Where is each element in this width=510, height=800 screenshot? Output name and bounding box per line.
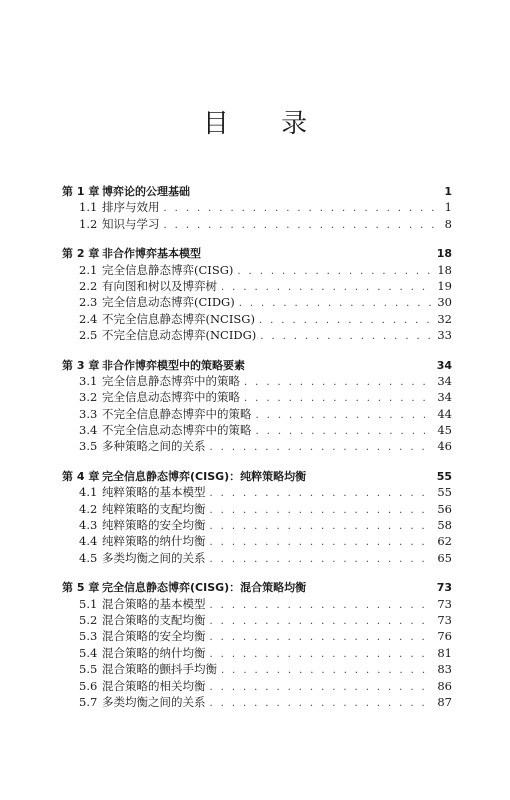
section-page: 83 bbox=[437, 662, 452, 677]
section-title: 有向图和树以及博弈树 bbox=[102, 278, 217, 293]
section-number: 5.1 bbox=[79, 596, 98, 611]
chapter-number: 第 5 章 bbox=[62, 581, 100, 595]
section-title: 完全信息静态博弈中的策略 bbox=[102, 373, 240, 388]
section-title: 混合策略的纳什均衡 bbox=[102, 645, 206, 660]
section-title: 多类均衡之间的关系 bbox=[102, 550, 206, 565]
section-page: 58 bbox=[437, 518, 452, 533]
section-number: 5.6 bbox=[79, 678, 98, 693]
section-title: 知识与学习 bbox=[102, 216, 160, 231]
chapter-title: 完全信息静态博弈(CISG)：混合策略均衡 bbox=[102, 581, 307, 595]
chapter-number: 第 4 章 bbox=[62, 469, 100, 483]
toc-entry[interactable] bbox=[62, 278, 452, 294]
dot-leader bbox=[210, 600, 434, 611]
chapter-4 bbox=[62, 468, 452, 566]
toc-entry[interactable] bbox=[62, 216, 452, 232]
dot-leader bbox=[256, 410, 434, 421]
dot-leader bbox=[210, 698, 434, 709]
toc-entry[interactable] bbox=[62, 661, 452, 677]
chapter-number: 第 2 章 bbox=[62, 247, 100, 261]
dot-leader bbox=[210, 442, 434, 453]
dot-leader bbox=[221, 665, 433, 676]
section-title: 排序与效用 bbox=[102, 200, 160, 215]
section-page: 18 bbox=[437, 262, 452, 277]
toc-entry[interactable] bbox=[62, 199, 452, 215]
section-page: 62 bbox=[437, 534, 452, 549]
section-title: 混合策略的相关均衡 bbox=[102, 678, 206, 693]
toc-entry[interactable] bbox=[62, 678, 452, 694]
section-title: 混合策略的基本模型 bbox=[102, 596, 206, 611]
chapter-heading[interactable] bbox=[62, 183, 452, 199]
toc-entry[interactable] bbox=[62, 438, 452, 454]
chapter-page: 73 bbox=[436, 581, 452, 595]
section-title: 纯粹策略的纳什均衡 bbox=[102, 534, 206, 549]
toc-entry[interactable] bbox=[62, 294, 452, 310]
chapter-page: 55 bbox=[436, 469, 452, 483]
section-title: 不完全信息动态博弈中的策略 bbox=[102, 423, 252, 438]
section-number: 4.4 bbox=[79, 534, 98, 549]
section-number: 4.3 bbox=[79, 518, 98, 533]
dot-leader bbox=[210, 537, 434, 548]
chapter-heading[interactable] bbox=[62, 468, 452, 484]
section-page: 86 bbox=[437, 678, 452, 693]
section-page: 55 bbox=[437, 485, 452, 500]
dot-leader bbox=[164, 203, 435, 214]
dot-leader bbox=[210, 505, 434, 516]
section-title: 完全信息静态博弈(CISG) bbox=[102, 262, 234, 277]
section-title: 纯粹策略的安全均衡 bbox=[102, 518, 206, 533]
section-title: 多类均衡之间的关系 bbox=[102, 694, 206, 709]
chapter-heading[interactable] bbox=[62, 245, 452, 261]
chapter-page: 1 bbox=[444, 185, 452, 198]
section-page: 8 bbox=[444, 216, 452, 231]
section-number: 5.7 bbox=[79, 694, 98, 709]
toc-entry[interactable] bbox=[62, 645, 452, 661]
chapter-number: 第 1 章 bbox=[62, 185, 100, 198]
section-number: 5.4 bbox=[79, 645, 98, 660]
section-title: 混合策略的安全均衡 bbox=[102, 629, 206, 644]
section-number: 3.1 bbox=[79, 373, 98, 388]
section-number: 4.2 bbox=[79, 501, 98, 516]
chapter-title: 非合作博弈基本模型 bbox=[102, 247, 201, 261]
section-number: 2.1 bbox=[79, 262, 98, 277]
section-page: 76 bbox=[437, 629, 452, 644]
dot-leader bbox=[260, 331, 433, 342]
section-page: 73 bbox=[437, 612, 452, 627]
dot-leader bbox=[256, 426, 434, 437]
toc-entry[interactable] bbox=[62, 373, 452, 389]
toc-entry[interactable] bbox=[62, 422, 452, 438]
dot-leader bbox=[210, 649, 434, 660]
dot-leader bbox=[210, 554, 434, 565]
chapter-2 bbox=[62, 245, 452, 343]
section-title: 纯粹策略的基本模型 bbox=[102, 485, 206, 500]
section-number: 2.5 bbox=[79, 328, 98, 343]
chapter-heading[interactable] bbox=[62, 357, 452, 373]
toc-entry[interactable] bbox=[62, 501, 452, 517]
section-number: 4.1 bbox=[79, 485, 98, 500]
section-number: 3.4 bbox=[79, 423, 98, 438]
toc-entry[interactable] bbox=[62, 484, 452, 500]
table-of-contents bbox=[62, 183, 452, 723]
section-number: 2.4 bbox=[79, 311, 98, 326]
toc-entry[interactable] bbox=[62, 596, 452, 612]
toc-entry[interactable] bbox=[62, 533, 452, 549]
chapter-title: 完全信息静态博弈(CISG)：纯粹策略均衡 bbox=[102, 469, 307, 483]
toc-entry[interactable] bbox=[62, 389, 452, 405]
section-number: 5.5 bbox=[79, 662, 98, 677]
toc-entry[interactable] bbox=[62, 517, 452, 533]
dot-leader bbox=[210, 521, 434, 532]
section-number: 2.2 bbox=[79, 278, 98, 293]
dot-leader bbox=[259, 315, 433, 326]
section-number: 1.2 bbox=[79, 216, 98, 231]
chapter-3 bbox=[62, 357, 452, 455]
toc-entry[interactable] bbox=[62, 694, 452, 710]
section-page: 87 bbox=[437, 694, 452, 709]
page-title: 目 录 bbox=[202, 109, 330, 139]
chapter-page: 18 bbox=[436, 247, 452, 261]
section-number: 2.3 bbox=[79, 295, 98, 310]
dot-leader bbox=[164, 220, 435, 231]
section-page: 1 bbox=[444, 200, 452, 215]
toc-entry[interactable] bbox=[62, 327, 452, 343]
section-page: 46 bbox=[437, 439, 452, 454]
section-title: 不完全信息静态博弈(NCISG) bbox=[102, 311, 255, 326]
section-number: 1.1 bbox=[79, 200, 98, 215]
section-page: 34 bbox=[437, 373, 452, 388]
chapter-5 bbox=[62, 579, 452, 710]
dot-leader bbox=[221, 282, 433, 293]
dot-leader bbox=[210, 488, 434, 499]
section-page: 30 bbox=[437, 295, 452, 310]
toc-entry[interactable] bbox=[62, 311, 452, 327]
chapter-1 bbox=[62, 183, 452, 232]
section-title: 不完全信息静态博弈中的策略 bbox=[102, 406, 252, 421]
dot-leader bbox=[239, 298, 434, 309]
toc-entry[interactable] bbox=[62, 262, 452, 278]
section-number: 3.2 bbox=[79, 390, 98, 405]
section-title: 混合策略的颤抖手均衡 bbox=[102, 662, 217, 677]
section-page: 19 bbox=[437, 278, 452, 293]
section-page: 56 bbox=[437, 501, 452, 516]
section-number: 3.3 bbox=[79, 406, 98, 421]
section-page: 65 bbox=[437, 550, 452, 565]
dot-leader bbox=[244, 393, 433, 404]
section-page: 81 bbox=[437, 645, 452, 660]
section-title: 完全信息动态博弈(CIDG) bbox=[102, 295, 235, 310]
section-page: 44 bbox=[437, 406, 452, 421]
section-page: 45 bbox=[437, 423, 452, 438]
toc-entry[interactable] bbox=[62, 406, 452, 422]
section-title: 多种策略之间的关系 bbox=[102, 439, 206, 454]
section-title: 不完全信息动态博弈(NCIDG) bbox=[102, 328, 257, 343]
dot-leader bbox=[210, 616, 434, 627]
section-title: 纯粹策略的支配均衡 bbox=[102, 501, 206, 516]
chapter-title: 非合作博弈模型中的策略要素 bbox=[102, 358, 245, 372]
toc-entry[interactable] bbox=[62, 628, 452, 644]
section-page: 33 bbox=[437, 328, 452, 343]
chapter-page: 34 bbox=[436, 358, 452, 372]
section-number: 4.5 bbox=[79, 550, 98, 565]
dot-leader bbox=[210, 682, 434, 693]
toc-entry[interactable] bbox=[62, 612, 452, 628]
section-title: 混合策略的支配均衡 bbox=[102, 612, 206, 627]
section-number: 5.3 bbox=[79, 629, 98, 644]
section-page: 34 bbox=[437, 390, 452, 405]
section-title: 完全信息动态博弈中的策略 bbox=[102, 390, 240, 405]
section-number: 3.5 bbox=[79, 439, 98, 454]
dot-leader bbox=[210, 632, 434, 643]
chapter-title: 博弈论的公理基础 bbox=[102, 185, 190, 198]
section-page: 73 bbox=[437, 596, 452, 611]
chapter-heading[interactable] bbox=[62, 579, 452, 595]
chapter-number: 第 3 章 bbox=[62, 358, 100, 372]
dot-leader bbox=[244, 377, 433, 388]
toc-entry[interactable] bbox=[62, 550, 452, 566]
section-page: 32 bbox=[437, 311, 452, 326]
section-number: 5.2 bbox=[79, 612, 98, 627]
dot-leader bbox=[237, 266, 433, 277]
